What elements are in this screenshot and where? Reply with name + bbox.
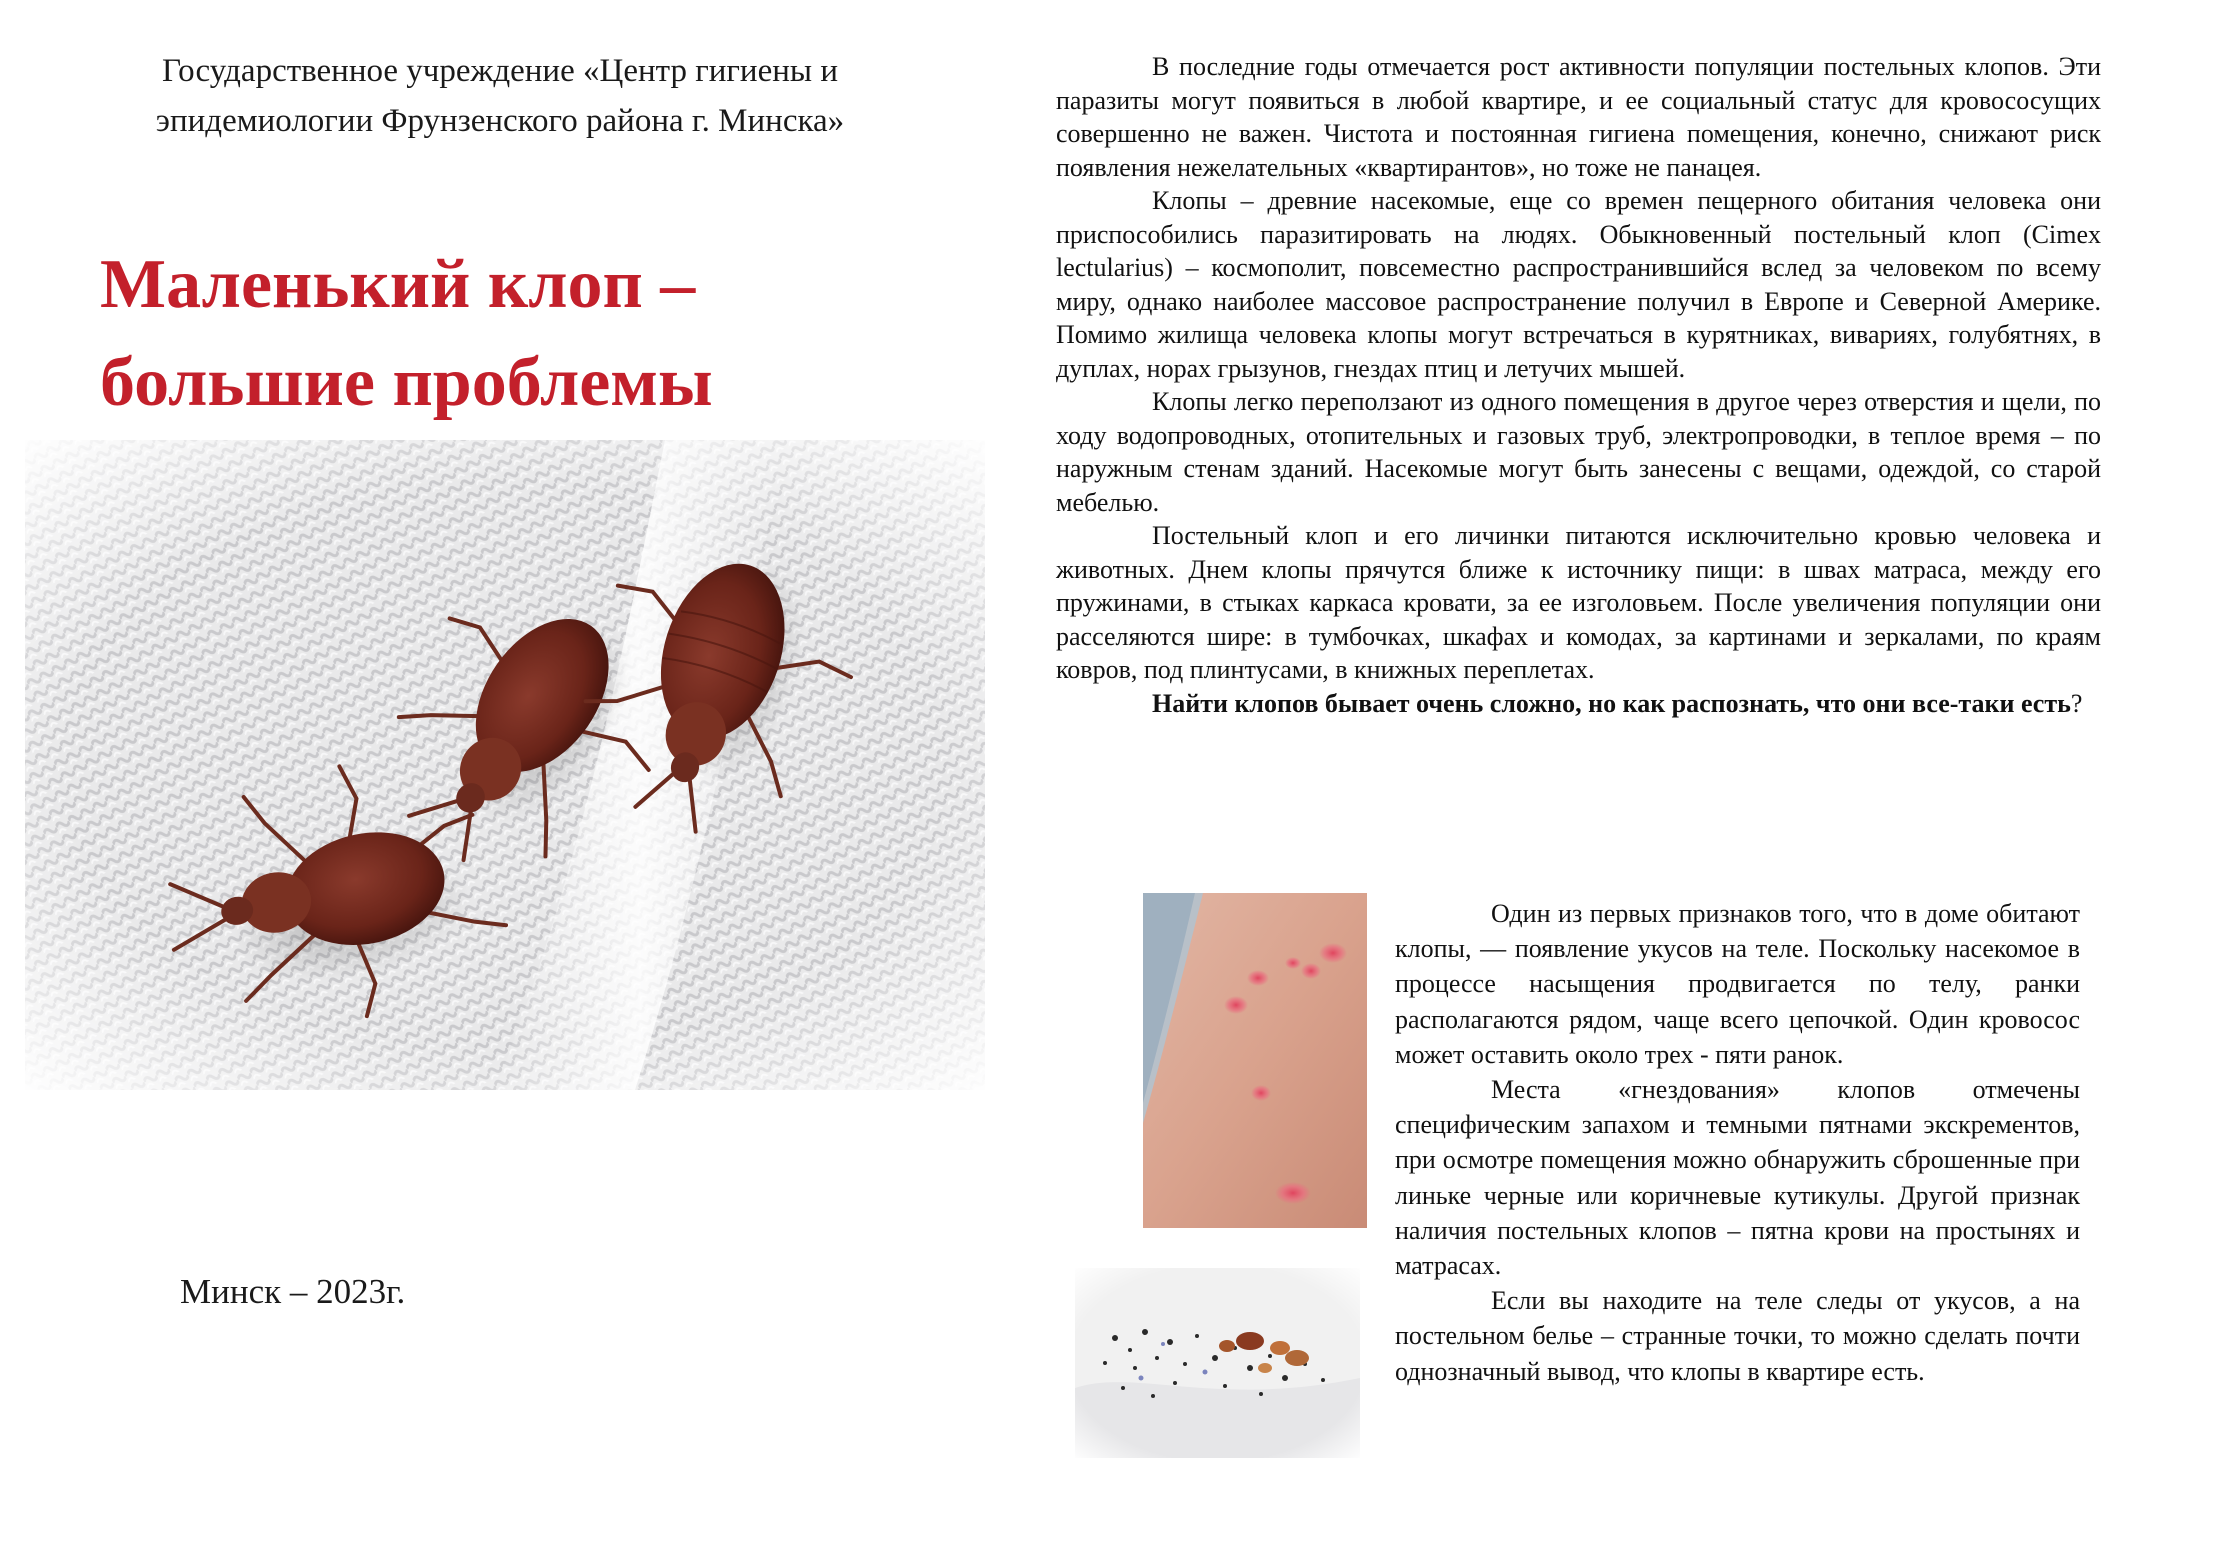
question-text: Найти клопов бывает очень сложно, но как распознать, что они все-таки есть (1152, 688, 2071, 718)
signs-text (1395, 896, 2080, 1389)
article-body (1056, 50, 2101, 720)
signs-paragraph-2: Места «гнездования» клопов отмечены специфическим запахом и темными пятнами экскрементов, при осмотре помещения можно обнаружить сброшенные при линьке черные или коричневые кутикулы. Другой признак наличия постельных клопов – пятна крови на простынях и матрасах. (1395, 1075, 2080, 1281)
bed-bugs-photo (25, 440, 985, 1090)
bite-marks-photo (1143, 893, 1367, 1228)
title-line-1: Маленький клоп – (100, 246, 696, 323)
bite-marks-illustration (1143, 893, 1367, 1228)
question-mark: ? (2070, 688, 2083, 718)
droppings-photo (1075, 1268, 1360, 1458)
signs-paragraph-3: Если вы находите на теле следы от укусов, а на постельном белье – странные точки, то можно сделать почти однозначный вывод, что клопы в квартире есть. (1395, 1286, 2080, 1386)
signs-paragraph-1: Один из первых признаков того, что в доме обитают клопы, — появление укусов на теле. Поскольку насекомое в процессе насыщения продвигается по телу, ранки располагаются рядом, чаще всего цепочкой. Один кровосос может оставить около трех - пяти ранок. (1395, 899, 2080, 1069)
bed-bugs-illustration (25, 440, 985, 1090)
article-paragraph-2: Клопы – древние насекомые, еще со времен пещерного обитания человека они приспособились паразитировать на людях. Обыкновенный постельный клоп (Cimex lectularius) – космополит, повсеместно распространившийся вслед за человеком по всему миру, однако наиболее массовое распространение получил в Европе и Северной Америке. Помимо жилища человека клопы могут встречаться в курятниках, вивариях, голубятнях, в дуплах, норах грызунов, гнездах птиц и летучих мышей. (1056, 186, 2101, 383)
article-paragraph-3: Клопы легко переползают из одного помещения в другое через отверстия и щели, по ходу водопроводных, отопительных и газовых труб, электропроводки, в теплое время – по наружным стенам зданий. Насекомые могут быть занесены с вещами, одеждой, со старой мебелью. (1056, 387, 2101, 517)
institution-name: Государственное учреждение «Центр гигиены и эпидемиологии Фрунзенского района г. Минска» (155, 53, 845, 139)
article-paragraph-1: В последние годы отмечается рост активности популяции постельных клопов. Эти паразиты могут появиться в любой квартире, и ее социальный статус для кровососущих совершенно не важен. Чистота и постоянная гигиена помещения, конечно, снижают риск появления нежелательных «квартирантов», но тоже не панацея. (1056, 52, 2101, 182)
article-paragraph-4: Постельный клоп и его личинки питаются исключительно кровью человека и животных. Днем клопы прячутся ближе к источнику пищи: в швах матраса, между его пружинами, в стыках каркаса кровати, за ее изголовьем. После увеличения популяции они расселяются шире: в тумбочках, шкафах и комодах, за картинами и зеркалами, по краям ковров, под плинтусами, в книжных переплетах. (1056, 521, 2101, 684)
city-year: Минск – 2023г. (180, 1272, 406, 1311)
question-heading (1056, 687, 2101, 721)
droppings-illustration (1075, 1268, 1360, 1458)
page-title (100, 236, 880, 432)
title-line-2: большие проблемы (100, 344, 713, 421)
